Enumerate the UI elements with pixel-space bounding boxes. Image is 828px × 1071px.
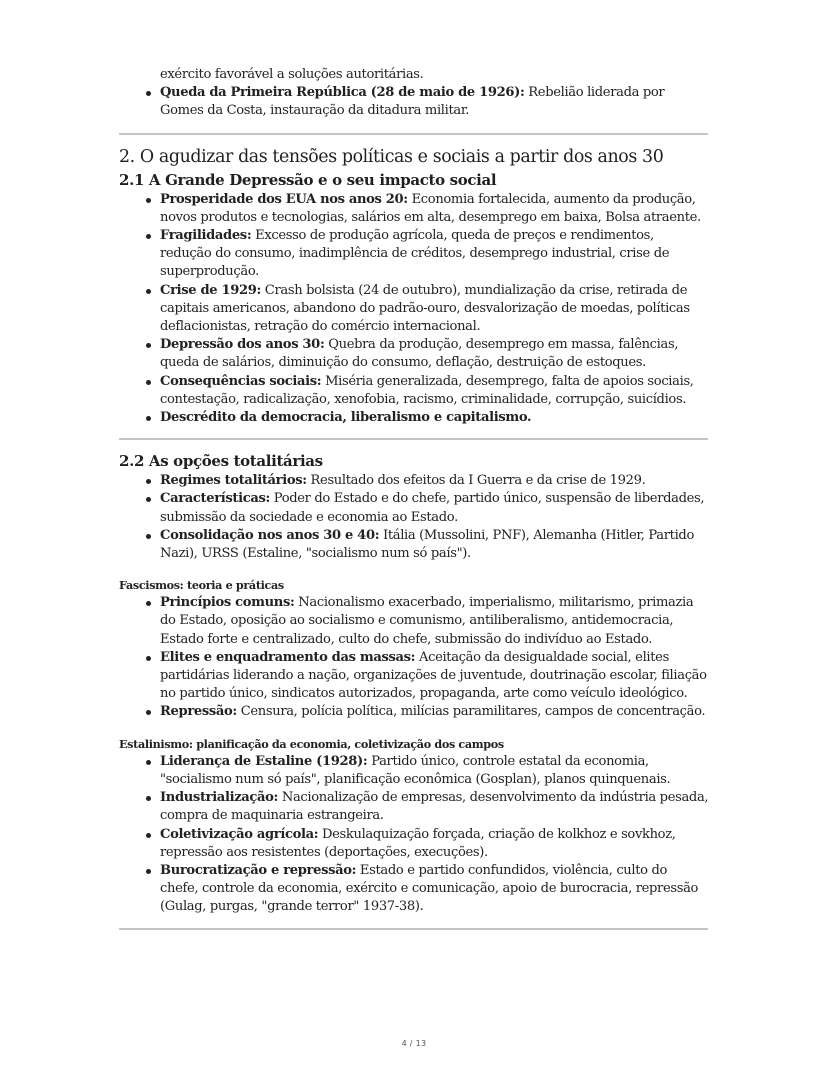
bullet-icon [146,760,151,765]
item-text: Poder do Estado e do chefe, partido único, suspensão de liberdades, submissão da sociedade e economia ao Estado. [160,491,705,525]
list-item [119,826,709,862]
subsection-title-2-2: 2.2 As opções totalitárias [119,452,323,471]
item-text: Deskulaquização forçada, criação de kolkhoz e sovkhoz, repressão aos resistentes (deportações, execuções). [160,826,676,860]
bullet-icon [146,289,151,294]
item-text: Nacionalização de empresas, desenvolvimento da indústria pesada, compra de maquinaria estrangeira. [160,790,709,824]
list-fascismos [119,594,709,721]
estalinismo-heading: Estalinismo: planificação da economia, coletivização dos campos [119,736,504,751]
item-text: Economia fortalecida, aumento da produção, novos produtos e tecnologias, salários em alta, desemprego em baixa, Bolsa atraente. [160,191,701,225]
bullet-icon [146,380,151,385]
page-content [119,66,709,930]
item-text: Itália (Mussolini, PNF), Alemanha (Hitler, Partido Nazi), URSS (Estaline, "socialismo num só país"). [160,527,694,562]
list-estalinismo [119,753,709,917]
item-term: Descrédito da democracia, liberalismo e capitalismo. [160,410,532,426]
item-term: Coletivização agrícola: [160,826,319,842]
list-top [119,84,709,120]
item-term: Depressão dos anos 30: [160,337,325,353]
page-number: 4 / 13 [401,1039,427,1048]
item-term: Fragilidades: [160,228,252,244]
item-term: Burocratização e repressão: [160,862,357,878]
list-item [119,472,709,490]
subsection-title-2-1: 2.1 A Grande Depressão e o seu impacto social [119,170,497,189]
bullet-icon [146,497,151,502]
item-text: Censura, polícia política, milícias paramilitares, campos de concentração. [236,704,706,720]
list-item [119,373,709,409]
bullet-icon [146,198,151,203]
item-term: Características: [160,491,270,507]
list-grande-depressao [119,191,709,428]
item-term: Repressão: [160,704,237,720]
list-item [119,703,709,721]
item-text: Partido único, controle estatal da economia, "socialismo num só país", planificação econômica (Gosplan), planos quinquenais. [160,753,671,787]
bullet-icon [146,91,151,96]
item-term: Liderança de Estaline (1928): [160,753,368,769]
item-text: Estado e partido confundidos, violência, culto do chefe, controle da economia, exército e comunicação, apoio de burocracia, repressão (Gulag, purgas, "grande terror" 1937-38). [160,862,699,915]
list-item [119,227,709,282]
item-text: Resultado dos efeitos da I Guerra e da crise de 1929. [306,473,646,489]
bullet-icon [146,343,151,348]
item-term: Industrialização: [160,790,279,806]
item-text: Aceitação da desigualdade social, elites partidárias liderando a nação, organizações de juventude, doutrinação escolar, filiação no partido único, sindicatos autorizados, propaganda, arte como veículo ideológico. [160,649,707,702]
bullet-icon [146,416,151,421]
item-term: Consolidação nos anos 30 e 40: [160,527,380,543]
list-item [119,527,709,563]
item-term: Regimes totalitários: [160,473,307,489]
list-item [119,594,709,649]
divider [119,928,708,930]
bullet-icon [146,833,151,838]
item-term: Prosperidade dos EUA nos anos 20: [160,191,408,207]
item-term: Elites e enquadramento das massas: [160,649,416,665]
item-text: Excesso de produção agrícola, queda de preços e rendimentos, redução do consumo, inadimplência de créditos, desemprego industrial, crise de superprodução. [160,228,670,280]
item-term: Crise de 1929: [160,282,261,298]
bullet-icon [146,534,151,539]
list-item [119,649,709,704]
list-opcoes-totalitarias [119,472,709,563]
item-text: Quebra da produção, desemprego em massa, falências, queda de salários, diminuição do consumo, deflação, destruição de estoques. [160,337,679,371]
bullet-icon [146,796,151,801]
item-term: Princípios comuns: [160,595,295,611]
bullet-icon [146,656,151,661]
list-item [119,789,709,825]
list-item [119,753,709,789]
bullet-icon [146,869,151,874]
continued-text: exército favorável a soluções autoritárias. [160,67,424,82]
item-text: Miséria generalizada, desemprego, falta de apoios sociais, contestação, radicalização, xenofobia, racismo, criminalidade, corrupção, suicídios. [160,373,694,407]
bullet-icon [146,601,151,606]
bullet-icon [146,710,151,715]
bullet-icon [146,479,151,484]
list-item [119,282,709,337]
section-title: 2. O agudizar das tensões políticas e sociais a partir dos anos 30 [119,146,664,167]
item-text: Nacionalismo exacerbado, imperialismo, militarismo, primazia do Estado, oposição ao socialismo e comunismo, antiliberalismo, antidemocracia, Estado forte e centralizado, culto do chefe, submissão do indivíduo ao Estado. [160,595,694,647]
list-item [119,862,709,917]
list-item [119,409,709,427]
item-text: Rebelião liderada por Gomes da Costa, instauração da ditadura militar. [160,85,665,119]
item-text: Crash bolsista (24 de outubro), mundialização da crise, retirada de capitais americanos, abandono do padrão-ouro, desvalorização de moedas, políticas deflacionistas, retração do comércio internacional. [160,282,690,335]
list-item [119,84,709,120]
fascismos-heading: Fascismos: teoria e práticas [119,578,284,593]
list-item [119,336,709,372]
bullet-icon [146,234,151,239]
item-term: Consequências sociais: [160,373,322,389]
list-item [119,490,709,526]
item-term: Queda da Primeira República (28 de maio de 1926): [160,85,525,101]
list-item [119,191,709,227]
